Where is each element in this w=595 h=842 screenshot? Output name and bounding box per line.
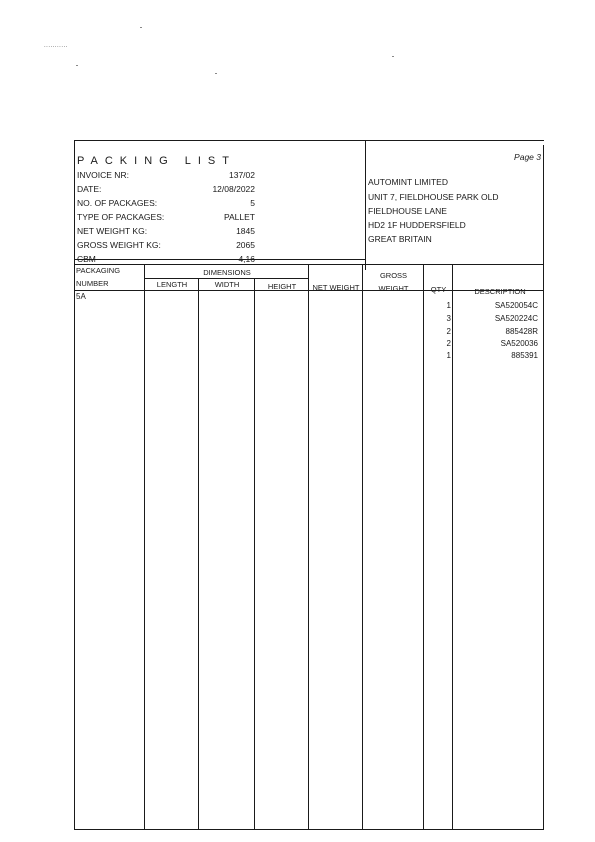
header-packaging: PACKAGING (76, 266, 121, 275)
gross-weight-label: GROSS WEIGHT KG: (77, 240, 161, 250)
header-gross: GROSS (379, 271, 408, 280)
packages-count-value: 5 (250, 198, 255, 208)
consignee-address-line3: HD2 1F HUDDERSFIELD (368, 220, 466, 230)
cbm-value: 4,16 (238, 254, 255, 264)
scan-speck (215, 73, 217, 74)
item-description: SA520036 (500, 339, 538, 348)
net-weight-value: 1845 (236, 226, 255, 236)
cbm-label: CBM (77, 254, 96, 264)
header-net-weight: NET WEIGHT (312, 283, 360, 292)
item-qty: 3 (446, 314, 451, 323)
scan-speck (76, 65, 78, 66)
package-number: 5A (76, 292, 86, 301)
scan-speck (392, 56, 394, 57)
package-type-label: TYPE OF PACKAGES: (77, 212, 165, 222)
date-label: DATE: (77, 184, 102, 194)
gross-weight-value: 2065 (236, 240, 255, 250)
header-length: LENGTH (156, 280, 188, 289)
header-width: WIDTH (214, 280, 240, 289)
item-description: 885428R (505, 327, 538, 336)
header-number: NUMBER (76, 279, 109, 288)
invoice-value: 137/02 (229, 170, 255, 180)
item-qty: 2 (446, 327, 451, 336)
item-qty: 2 (446, 339, 451, 348)
item-description: SA520054C (494, 301, 538, 310)
header-qty: QTY (430, 285, 447, 294)
invoice-label: INVOICE NR: (77, 170, 129, 180)
item-qty: 1 (446, 301, 451, 310)
document-title: PACKING LIST (77, 155, 236, 167)
net-weight-label: NET WEIGHT KG: (77, 226, 148, 236)
fax-stamp: ........... (44, 43, 68, 49)
item-description: SA520224C (494, 314, 538, 323)
header-description: DESCRIPTION (474, 287, 526, 296)
consignee-address-line2: FIELDHOUSE LANE (368, 206, 447, 216)
package-type-value: PALLET (223, 212, 255, 222)
date-value: 12/08/2022 (212, 184, 255, 194)
consignee-name: AUTOMINT LIMITED (368, 177, 448, 187)
packages-count-label: NO. OF PACKAGES: (77, 198, 158, 208)
header-height: HEIGHT (267, 282, 297, 291)
consignee-country: GREAT BRITAIN (368, 234, 432, 244)
scan-speck (140, 27, 142, 28)
header-dimensions: DIMENSIONS (203, 268, 251, 277)
item-description: 885391 (511, 351, 538, 360)
page-number: Page 3 (514, 152, 541, 162)
header-weight: WEIGHT (378, 284, 409, 293)
consignee-address-line1: UNIT 7, FIELDHOUSE PARK OLD (368, 192, 499, 202)
item-qty: 1 (446, 351, 451, 360)
